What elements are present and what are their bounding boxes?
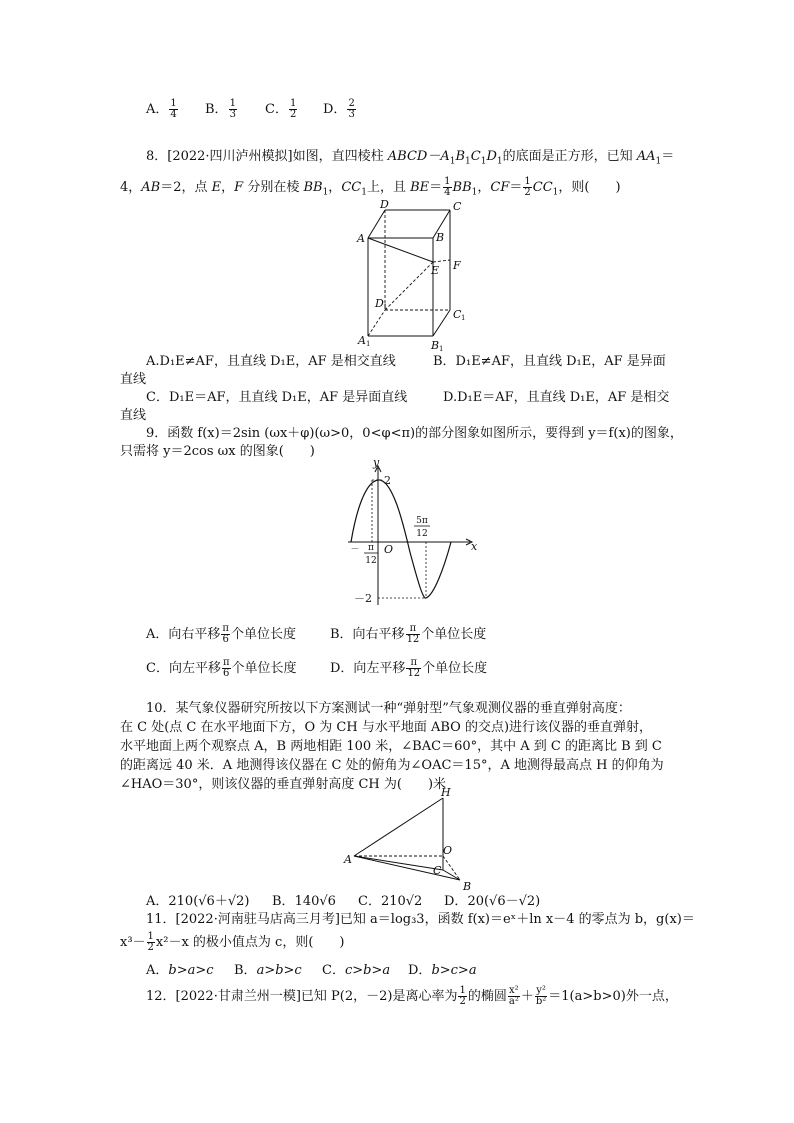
q10-option-a[interactable]: A．210(√6＋√2)	[146, 894, 250, 909]
q10-stem-line3: 水平地面上两个观察点 A，B 两地相距 100 米，∠BAC＝60°，其中 A 到 C 的距离比 B 到 C	[120, 739, 662, 754]
x-axis-label: x	[471, 540, 478, 553]
q10-triangle-figure	[340, 786, 480, 893]
q7-option-a[interactable]: A． $\frac{1}{4}$	[146, 98, 177, 120]
q9-option-b[interactable]: B．向右平移 $\frac{\pi}{12}$ 个单位长度	[330, 623, 487, 645]
q8-stem-line2: 4，AB＝2，点 E，F 分别在棱 $BB_1$，$CC_1$上，且 BE＝ $\frac{1}{4}$ $BB_1$，CF＝ $\frac{1}{2}$ $CC_1$，则( )	[120, 176, 621, 198]
q8-be-fraction: $\frac{1}{4}$	[444, 176, 451, 198]
label-c: C	[433, 864, 442, 877]
label-a1: A	[358, 334, 366, 347]
q9-stem-line2: 只需将 y＝2cos ωx 的图象( )	[120, 444, 315, 459]
q12-y-term-fraction: $\frac{\text{y²}}{\text{b²}}$	[535, 985, 547, 1007]
label-c1-sub: 1	[461, 314, 466, 322]
q10-stem-line4: 的距离远 40 米．A 地测得该仪器在 C 处的俯角为∠OAC＝15°，A 地测得最高点 H 的仰角为	[120, 758, 664, 773]
q10-stem-line5: ∠HAO＝30°，则该仪器的垂直弹射高度 CH 为( )米	[120, 777, 447, 792]
q11-stem-line1: 11．[2022·河南驻马店高三月考]已知 a＝log₃3，函数 f(x)＝eˣ＋ln x－4 的零点为 b，g(x)＝	[146, 912, 695, 927]
label-b1: B	[431, 339, 440, 352]
q8-option-b[interactable]: B．D₁E≠AF，且直线 D₁E，AF 是异面	[433, 354, 666, 369]
label-b: B	[436, 231, 445, 244]
q10-option-c[interactable]: C．210√2	[358, 894, 423, 909]
label-c1: C	[453, 308, 462, 321]
q8-prism-figure	[350, 198, 470, 353]
q9-options-row1	[146, 624, 726, 648]
origin-label: O	[384, 543, 394, 556]
q12-eccentricity-fraction: $\frac{1}{2}$	[459, 985, 466, 1007]
label-a: A	[357, 232, 365, 245]
q12-x-term-fraction: $\frac{\text{x²}}{\text{a²}}$	[508, 985, 519, 1007]
label-b: B	[463, 880, 472, 893]
y-axis-label: y	[373, 456, 380, 469]
label-f: F	[453, 259, 461, 272]
q8-option-d[interactable]: D.D₁E＝AF，且直线 D₁E，AF 是相交	[443, 390, 670, 405]
q7-option-c-fraction: $\frac{1}{2}$	[289, 98, 297, 120]
label-d: D	[380, 198, 389, 211]
prism-edge	[433, 310, 450, 336]
q11-option-b[interactable]: B．a>b>c	[234, 963, 302, 978]
q7-option-c[interactable]: C． $\frac{1}{2}$	[265, 98, 297, 120]
q8-cf-fraction: $\frac{1}{2}$	[524, 176, 531, 198]
label-d1: D	[375, 297, 384, 310]
q11-option-a[interactable]: A．b>a>c	[146, 963, 214, 978]
q8-option-a[interactable]: A.D₁E≠AF，且直线 D₁E，AF 是相交直线	[146, 354, 396, 369]
q10-stem-line1: 10．某气象仪器研究所按以下方案测试一种“弹射型”气象观测仪器的垂直弹射高度：	[146, 701, 631, 716]
tick-right-numerator: 5π	[416, 516, 428, 526]
q7-option-d-fraction: $\frac{2}{3}$	[348, 98, 355, 120]
q7-option-d[interactable]: D． $\frac{2}{3}$	[323, 98, 355, 120]
q9-options-row2	[146, 658, 726, 682]
q9-option-a[interactable]: A．向右平移 $\frac{\pi}{6}$ 个单位长度	[146, 623, 296, 645]
tick-left-sign: －	[350, 545, 360, 555]
label-o: O	[443, 844, 453, 857]
label-a1-sub: 1	[366, 340, 371, 348]
q10-option-d[interactable]: D．20(√6－√2)	[444, 894, 541, 909]
prism-edge	[368, 210, 385, 238]
q11-option-c[interactable]: C．c>b>a	[322, 963, 391, 978]
q9-sine-graph	[340, 456, 490, 610]
q8-option-b-continuation: 直线	[120, 372, 147, 387]
prism-hidden-edge	[368, 310, 385, 336]
label-c: C	[453, 200, 462, 213]
segment-ab	[354, 856, 460, 880]
q7-option-b[interactable]: B． $\frac{1}{3}$	[205, 98, 236, 120]
sine-curve	[351, 480, 451, 598]
label-d1-sub: 1	[383, 303, 388, 311]
q9-stem-line1: 9．函数 f(x)＝2sin (ωx＋φ)(ω>0，0<φ<π)的部分图象如图所示，要得到 y＝f(x)的图象，	[146, 426, 683, 441]
y-max-label: 2	[384, 474, 391, 487]
segment-ah	[354, 798, 443, 856]
segment-ae	[368, 238, 433, 262]
segment-d1e	[385, 262, 433, 310]
q11-half-fraction: $\frac{1}{2}$	[147, 931, 154, 953]
segment-ac	[354, 856, 443, 870]
segment-af-hidden	[433, 260, 450, 262]
q7-option-a-fraction: $\frac{1}{4}$	[170, 98, 177, 120]
label-e: E	[431, 264, 440, 277]
q7-option-b-fraction: $\frac{1}{3}$	[229, 98, 236, 120]
q9-option-c[interactable]: C．向左平移 $\frac{\pi}{6}$ 个单位长度	[146, 657, 297, 679]
q8-option-d-continuation: 直线	[120, 408, 147, 423]
q10-option-b[interactable]: B．140√6	[272, 894, 336, 909]
tick-left-numerator: π	[368, 543, 374, 553]
q8-stem-line1: 8．[2022·四川泸州模拟]如图，直四棱柱 $ABCD-A_1B_1C_1D_1$的底面是正方形，已知 $AA_1=$	[146, 149, 675, 167]
label-h: H	[441, 786, 451, 799]
q12-stem: 12．[2022·甘肃兰州一模]已知 P(2，－2)是离心率为 $\frac{1}{2}$ 的椭圆 $\frac{\text{x²}}{\text{a²}}$ ＋ $\frac{\text{y²}}{\text{b²}}$ ＝1(a>b>0)外一点，	[146, 985, 678, 1007]
q9-option-d[interactable]: D．向左平移 $\frac{\pi}{12}$ 个单位长度	[330, 657, 488, 679]
q11-option-d[interactable]: D．b>c>a	[408, 963, 477, 978]
label-b1-sub: 1	[439, 345, 444, 353]
q10-stem-line2: 在 C 处(点 C 在水平地面下方，O 为 CH 与水平地面 ABO 的交点)进行该仪器的垂直弹射，	[120, 720, 653, 735]
q11-stem-line2: x³－ $\frac{1}{2}$ x²－x 的极小值点为 c，则( )	[120, 931, 345, 953]
y-min-label: －2	[354, 592, 372, 605]
label-a: A	[344, 853, 352, 866]
tick-right-denominator: 12	[416, 529, 428, 539]
q8-option-c[interactable]: C．D₁E＝AF，且直线 D₁E，AF 是异面直线	[146, 390, 408, 405]
tick-left-denominator: 12	[365, 556, 377, 566]
